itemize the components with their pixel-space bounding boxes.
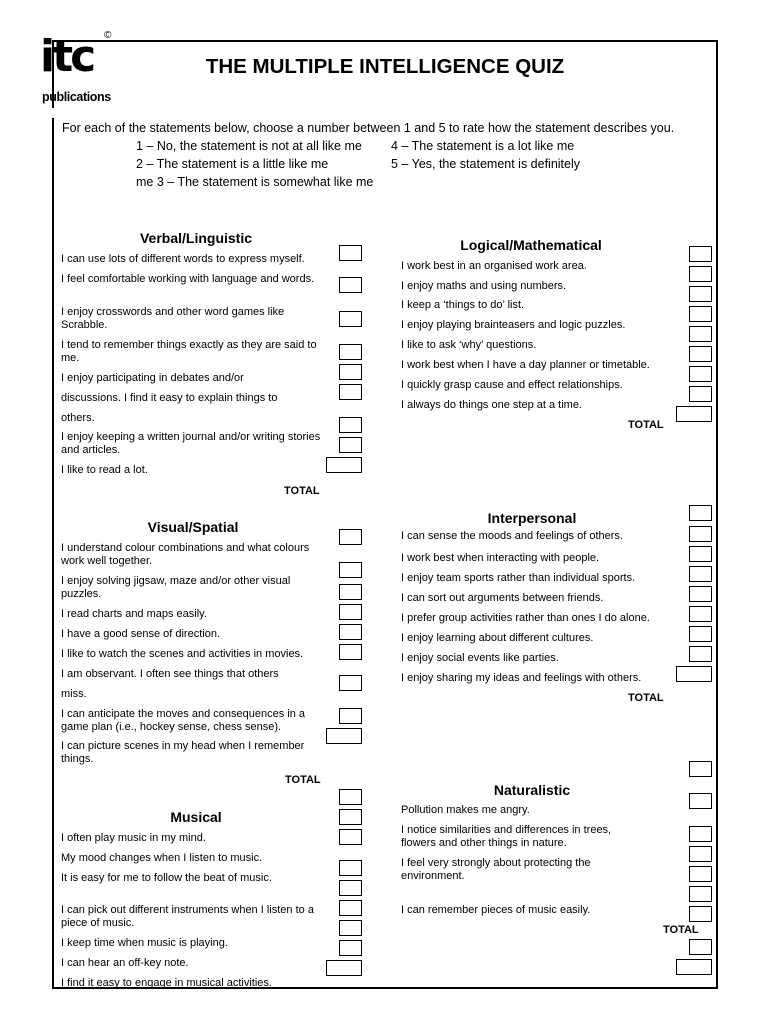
- frame-gap: [40, 108, 54, 118]
- list-item: I enjoy learning about different cultures.: [401, 632, 594, 644]
- list-item: I can anticipate the moves and consequences in a game plan (i.e., hockey sense, chess sense).: [61, 708, 305, 733]
- total-label-interpersonal: TOTAL: [628, 692, 664, 704]
- list-item: I keep time when music is playing.: [61, 937, 228, 949]
- rating-box[interactable]: [339, 562, 362, 578]
- total-box-interpersonal[interactable]: [676, 666, 712, 682]
- rating-box[interactable]: [339, 364, 362, 380]
- list-item: I enjoy social events like parties.: [401, 652, 559, 664]
- rating-box[interactable]: [339, 675, 362, 691]
- list-item: I can picture scenes in my head when I remember things.: [61, 740, 305, 765]
- rating-box[interactable]: [689, 526, 712, 542]
- copyright-symbol: ©: [104, 30, 112, 41]
- list-item: I often play music in my mind.: [61, 832, 206, 844]
- list-item: I work best when interacting with people.: [401, 552, 600, 564]
- list-item: I can hear an off-key note.: [61, 957, 189, 969]
- list-item: I feel very strongly about protecting the environment.: [401, 857, 591, 882]
- rating-box[interactable]: [339, 604, 362, 620]
- total-box-musical[interactable]: [326, 960, 362, 976]
- scale-5: 5 – Yes, the statement is definitely: [391, 157, 581, 171]
- rating-box[interactable]: [689, 606, 712, 622]
- rating-box[interactable]: [689, 346, 712, 362]
- rating-box[interactable]: [689, 306, 712, 322]
- list-item: I notice similarities and differences in trees, flowers and other things in nature.: [401, 824, 612, 849]
- rating-box[interactable]: [339, 900, 362, 916]
- list-item: I quickly grasp cause and effect relationships.: [401, 379, 623, 391]
- rating-box[interactable]: [689, 386, 712, 402]
- list-item: I feel comfortable working with language and words.: [61, 273, 315, 285]
- rating-box[interactable]: [689, 246, 712, 262]
- rating-box[interactable]: [689, 761, 712, 777]
- logo-mark: itc: [40, 31, 94, 82]
- list-item: I enjoy sharing my ideas and feelings with others.: [401, 672, 642, 684]
- section-title-visual: Visual/Spatial: [147, 519, 239, 535]
- total-box-verbal[interactable]: [326, 457, 362, 473]
- rating-box[interactable]: [689, 505, 712, 521]
- list-item: I prefer group activities rather than ones I do alone.: [401, 612, 650, 624]
- list-item: Pollution makes me angry.: [401, 804, 530, 816]
- rating-box[interactable]: [339, 789, 362, 805]
- rating-box[interactable]: [689, 286, 712, 302]
- list-item: I have a good sense of direction.: [61, 628, 220, 640]
- rating-box[interactable]: [339, 940, 362, 956]
- total-box-logical[interactable]: [676, 406, 712, 422]
- rating-box[interactable]: [339, 344, 362, 360]
- rating-box[interactable]: [689, 866, 712, 882]
- list-item: I can sort out arguments between friends.: [401, 592, 604, 604]
- scale-1: 1 – No, the statement is not at all like me: [136, 139, 362, 153]
- rating-box[interactable]: [689, 586, 712, 602]
- rating-box[interactable]: [339, 860, 362, 876]
- list-item: It is easy for me to follow the beat of music.: [61, 872, 272, 884]
- total-label-naturalistic: TOTAL: [663, 924, 699, 936]
- rating-box[interactable]: [339, 311, 362, 327]
- list-item: I can remember pieces of music easily.: [401, 904, 591, 916]
- rating-box[interactable]: [689, 826, 712, 842]
- section-title-interpersonal: Interpersonal: [487, 510, 577, 526]
- rating-box[interactable]: [339, 529, 362, 545]
- list-item: discussions. I find it easy to explain things to: [61, 392, 278, 404]
- rating-box[interactable]: [689, 906, 712, 922]
- list-item: I am observant. I often see things that others: [61, 668, 279, 680]
- total-box-naturalistic[interactable]: [676, 959, 712, 975]
- list-item: I enjoy team sports rather than individual sports.: [401, 572, 636, 584]
- list-item: I find it easy to engage in musical activities.: [61, 977, 272, 989]
- list-item: I read charts and maps easily.: [61, 608, 207, 620]
- total-label-verbal: TOTAL: [284, 485, 320, 497]
- rating-box[interactable]: [689, 939, 712, 955]
- rating-box[interactable]: [689, 566, 712, 582]
- section-title-verbal: Verbal/Linguistic: [139, 230, 253, 246]
- rating-box[interactable]: [689, 326, 712, 342]
- list-item: My mood changes when I listen to music.: [61, 852, 263, 864]
- scale-3: me 3 – The statement is somewhat like me: [136, 175, 374, 189]
- rating-box[interactable]: [339, 437, 362, 453]
- list-item: I enjoy maths and using numbers.: [401, 280, 567, 292]
- rating-box[interactable]: [689, 886, 712, 902]
- list-item: I enjoy solving jigsaw, maze and/or other visual puzzles.: [61, 575, 291, 600]
- rating-box[interactable]: [339, 417, 362, 433]
- rating-box[interactable]: [339, 829, 362, 845]
- scale-2: 2 – The statement is a little like me: [136, 157, 329, 171]
- rating-box[interactable]: [339, 920, 362, 936]
- total-label-visual: TOTAL: [285, 774, 321, 786]
- rating-box[interactable]: [339, 708, 362, 724]
- rating-box[interactable]: [689, 626, 712, 642]
- rating-box[interactable]: [689, 793, 712, 809]
- list-item: I like to watch the scenes and activities in movies.: [61, 648, 304, 660]
- list-item: I work best in an organised work area.: [401, 260, 587, 272]
- list-item: I understand colour combinations and what colours work well together.: [61, 542, 310, 567]
- rating-box[interactable]: [339, 245, 362, 261]
- scale-4: 4 – The statement is a lot like me: [391, 139, 575, 153]
- list-item: I enjoy playing brainteasers and logic puzzles.: [401, 319, 626, 331]
- rating-box[interactable]: [689, 646, 712, 662]
- list-item: miss.: [61, 688, 87, 700]
- section-title-musical: Musical: [170, 809, 222, 825]
- list-item: I tend to remember things exactly as they are said to me.: [61, 339, 317, 364]
- list-item: I like to ask ‘why’ questions.: [401, 339, 537, 351]
- rating-box[interactable]: [339, 880, 362, 896]
- rating-box[interactable]: [339, 584, 362, 600]
- rating-box[interactable]: [689, 546, 712, 562]
- rating-box[interactable]: [339, 277, 362, 293]
- rating-box[interactable]: [689, 366, 712, 382]
- list-item: I can use lots of different words to express myself.: [61, 253, 305, 265]
- rating-box[interactable]: [339, 644, 362, 660]
- section-title-naturalistic: Naturalistic: [493, 782, 571, 798]
- instructions: For each of the statements below, choose a number between 1 and 5 to rate how the statement describes you.: [62, 121, 675, 135]
- total-label-logical: TOTAL: [628, 419, 664, 431]
- list-item: I enjoy keeping a written journal and/or writing stories and articles.: [61, 431, 321, 456]
- section-title-logical: Logical/Mathematical: [460, 237, 602, 253]
- list-item: others.: [61, 412, 95, 424]
- rating-box[interactable]: [339, 624, 362, 640]
- list-item: I work best when I have a day planner or timetable.: [401, 359, 650, 371]
- list-item: I always do things one step at a time.: [401, 399, 582, 411]
- total-box-visual[interactable]: [326, 728, 362, 744]
- rating-box[interactable]: [689, 846, 712, 862]
- list-item: I can sense the moods and feelings of others.: [401, 530, 623, 542]
- list-item: I can pick out different instruments when I listen to a piece of music.: [61, 904, 314, 929]
- list-item: I enjoy crosswords and other word games like Scrabble.: [61, 306, 285, 331]
- list-item: I keep a ‘things to do’ list.: [401, 299, 525, 311]
- rating-box[interactable]: [689, 266, 712, 282]
- rating-box[interactable]: [339, 384, 362, 400]
- rating-box[interactable]: [339, 809, 362, 825]
- page-title: THE MULTIPLE INTELLIGENCE QUIZ: [205, 55, 565, 78]
- list-item: I enjoy participating in debates and/or: [61, 372, 244, 384]
- logo-publisher: publications: [42, 90, 111, 104]
- list-item: I like to read a lot.: [61, 464, 148, 476]
